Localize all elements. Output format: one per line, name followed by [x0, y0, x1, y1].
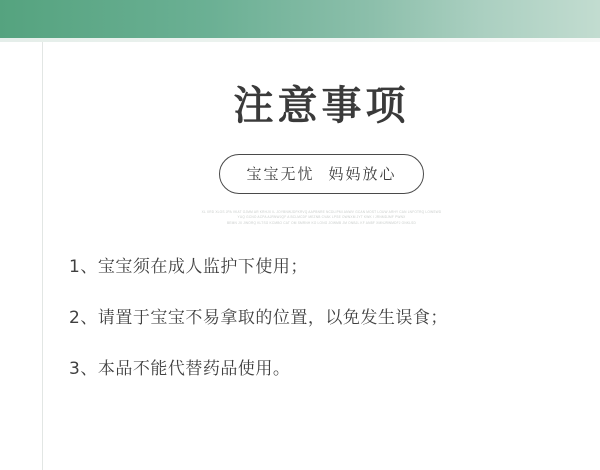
list-item: 3、本品不能代替药品使用。	[69, 358, 291, 379]
tagline-left: 宝宝无忧	[246, 165, 315, 183]
tagline-pill	[219, 154, 423, 194]
list-item: 1、宝宝须在成人监护下使用；	[69, 257, 308, 278]
fine-print-line: XL XRD XLOS JPA VKAT OJMM AR KRHJX IL JOYBNWJDFKRVQ AAPBNRE NCDLIPMI ANWV GCAN MOST LOUW ARHY CAN LNFOTRQ LOWSWD	[201, 210, 442, 214]
tagline-right: 妈妈放心	[328, 165, 397, 183]
notes-list	[43, 256, 600, 381]
header-gradient-band	[0, 0, 600, 38]
fine-print-line: BEMN JX JWORQ KLTSG KCMBO CAT OM SMRNH KO LONG JOWMB JM ONBJL KF ANBF XMNJRWMDFJ ONKLSD	[226, 220, 416, 225]
list-item: 2、请置于宝宝不易拿取的位置，以免发生误食；	[69, 308, 448, 329]
tagline-wrapper	[43, 154, 600, 194]
fine-print-block	[43, 210, 600, 226]
fine-print-line: YUQ GCNO ACPA AJRNWJQF A BCLMCDF MEZNB CVAK LPSE OWNXM JYT KWK I JRNMDJMF PWNX	[237, 215, 406, 220]
page-title: 注意事项	[233, 83, 410, 129]
content-area	[43, 42, 600, 470]
